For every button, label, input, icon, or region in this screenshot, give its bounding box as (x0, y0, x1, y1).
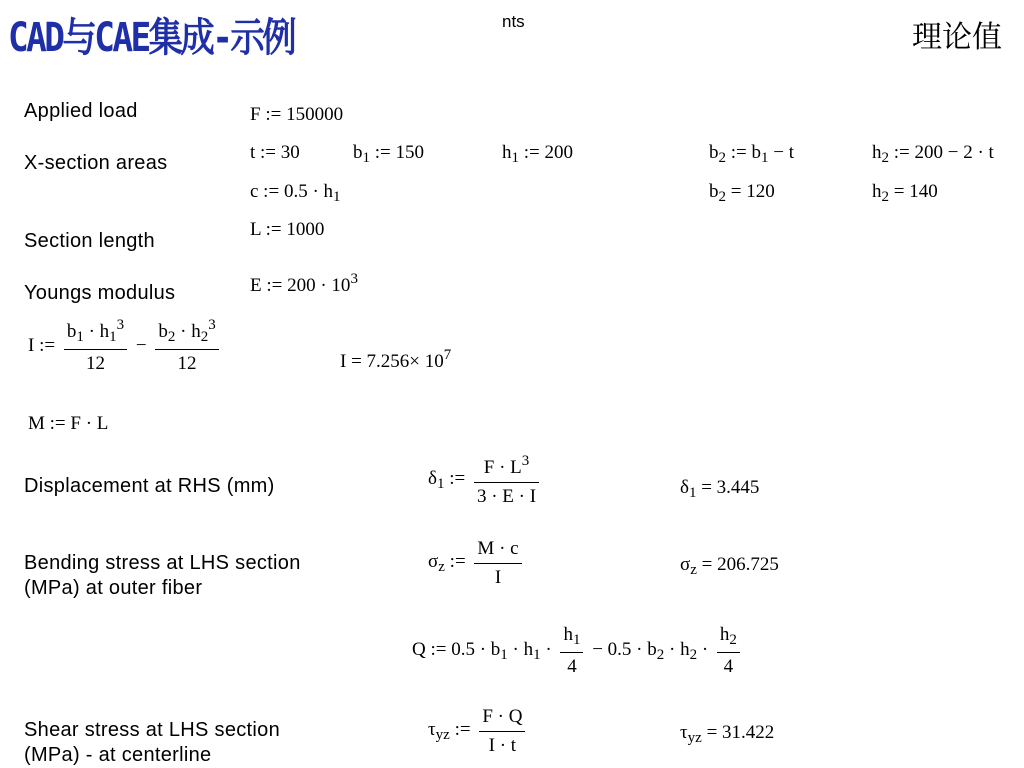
eq-M: M := F · L (28, 413, 109, 434)
frac-Q-second: $\frac{h_2}{4}$ (717, 624, 740, 678)
res-h2: $h_2 = 140$ (872, 181, 938, 205)
val-b2: 120 (746, 181, 775, 202)
frac-Q-first: $\frac{h_1}{4}$ (560, 624, 583, 678)
val-I-mantissa: 7.256 (366, 351, 410, 372)
frac-I-first: $\frac{b_1 \cdot h_1^3}{12}$ (64, 317, 127, 375)
val-t: 30 (280, 142, 300, 163)
label-shear-stress (24, 718, 280, 768)
label-displacement: Displacement at RHS (mm) (24, 475, 275, 497)
eq-Q: Q := $0.5 \cdot b_1 \cdot h_1$ · $\frac{h_1}{4}$ − $0.5 \cdot b_2 \cdot h_2$ · $\frac{h_2}{4}$ (412, 624, 744, 678)
label-youngs-modulus: Youngs modulus (24, 282, 176, 304)
frac-delta1: $\frac{F \cdot L^3}{3 \cdot E \cdot I}$ (474, 453, 539, 508)
exp-cube-2: 3 (208, 317, 216, 333)
val-b1: 150 (395, 142, 424, 163)
eq-sigma-z: $\sigma_z$ := $\frac{M \cdot c}{I}$ (428, 538, 526, 589)
exp-cube-1: 3 (116, 317, 125, 333)
eq-tau-yz: $\tau_{yz}$ := $\frac{F \cdot Q}{I \cdot t}$ (428, 706, 529, 757)
eq-c: c := $0.5 \cdot h_1$ (250, 181, 341, 205)
res-b2: $b_2 = 120$ (709, 181, 775, 205)
label-bending-line-2: (MPa) at outer fiber (24, 577, 203, 599)
den-twelve-1: 12 (85, 353, 105, 374)
eq-t: t := 30 (250, 142, 300, 163)
val-three: 3 (476, 486, 487, 507)
val-F: 150000 (286, 104, 344, 125)
val-E-mantissa: 200 (287, 275, 316, 296)
eq-I-def: I := $\frac{b_1 \cdot h_1^3}{12}$ − $\frac{b_2 \cdot h_2^3}{12}$ (28, 317, 223, 375)
label-shear-line-2: (MPa) - at centerline (24, 744, 212, 766)
label-bending-line-1: Bending stress at LHS section (24, 552, 301, 574)
val-I-exp: 7 (443, 347, 452, 363)
val-sigma-z: 206.725 (717, 554, 779, 575)
exp-cube-3: 3 (521, 453, 530, 469)
label-shear-line-1: Shear stress at LHS section (24, 719, 280, 741)
res-sigma-z: $\sigma_z = 206.725$ (680, 554, 779, 578)
label-applied-load: Applied load (24, 100, 138, 122)
res-tau-yz: $\tau_{yz} = 31.422$ (680, 722, 775, 746)
val-L: 1000 (286, 219, 325, 240)
val-two: 2 (963, 142, 973, 163)
eq-b1: $b_1$ := 150 (353, 142, 424, 166)
frac-sigma-z: $\frac{M \cdot c}{I}$ (474, 538, 521, 589)
corner-label: 理论值 (912, 20, 1002, 55)
label-section-length: Section length (24, 230, 155, 252)
val-h1: 200 (544, 142, 573, 163)
eq-L: L := 1000 (250, 219, 325, 240)
eq-h1: $h_1$ := 200 (502, 142, 573, 166)
val-tau-yz: 31.422 (722, 722, 775, 743)
eq-F: F := 150000 (250, 104, 344, 125)
frac-tau-yz: $\frac{F \cdot Q}{I \cdot t}$ (479, 706, 525, 757)
eq-delta1: $\delta_1$ := $\frac{F \cdot L^3}{3 \cdot E \cdot I}$ (428, 453, 543, 508)
eq-b2-def: $b_2$ := $b_1 - t$ (709, 142, 794, 166)
val-E-exp: 3 (350, 271, 358, 287)
val-delta1: 3.445 (716, 477, 760, 498)
den-twelve-2: 12 (177, 353, 197, 374)
den-four-1: 4 (567, 656, 577, 677)
label-bending-stress (24, 551, 301, 601)
frac-I-second: $\frac{b_2 \cdot h_2^3}{12}$ (155, 317, 218, 375)
val-Q-coef-2: 0.5 (607, 638, 632, 660)
den-four-2: 4 (723, 656, 734, 677)
val-Q-coef-1: 0.5 (451, 638, 475, 660)
header-fragment: nts (502, 12, 525, 31)
val-h2: 140 (909, 181, 938, 202)
label-xsection-areas: X-section areas (24, 152, 168, 174)
eq-h2-def: $h_2$ := 200 − 2 · t (872, 142, 994, 166)
res-delta1: $\delta_1 = 3.445$ (680, 477, 760, 501)
val-c-coef: 0.5 (283, 181, 308, 202)
eq-E: E := $200 \cdot 10^3$ (250, 271, 358, 296)
res-I: $I = 7.256\times 10^7$ (340, 347, 452, 372)
page-title: CAD与CAE集成-示例 (8, 15, 295, 61)
